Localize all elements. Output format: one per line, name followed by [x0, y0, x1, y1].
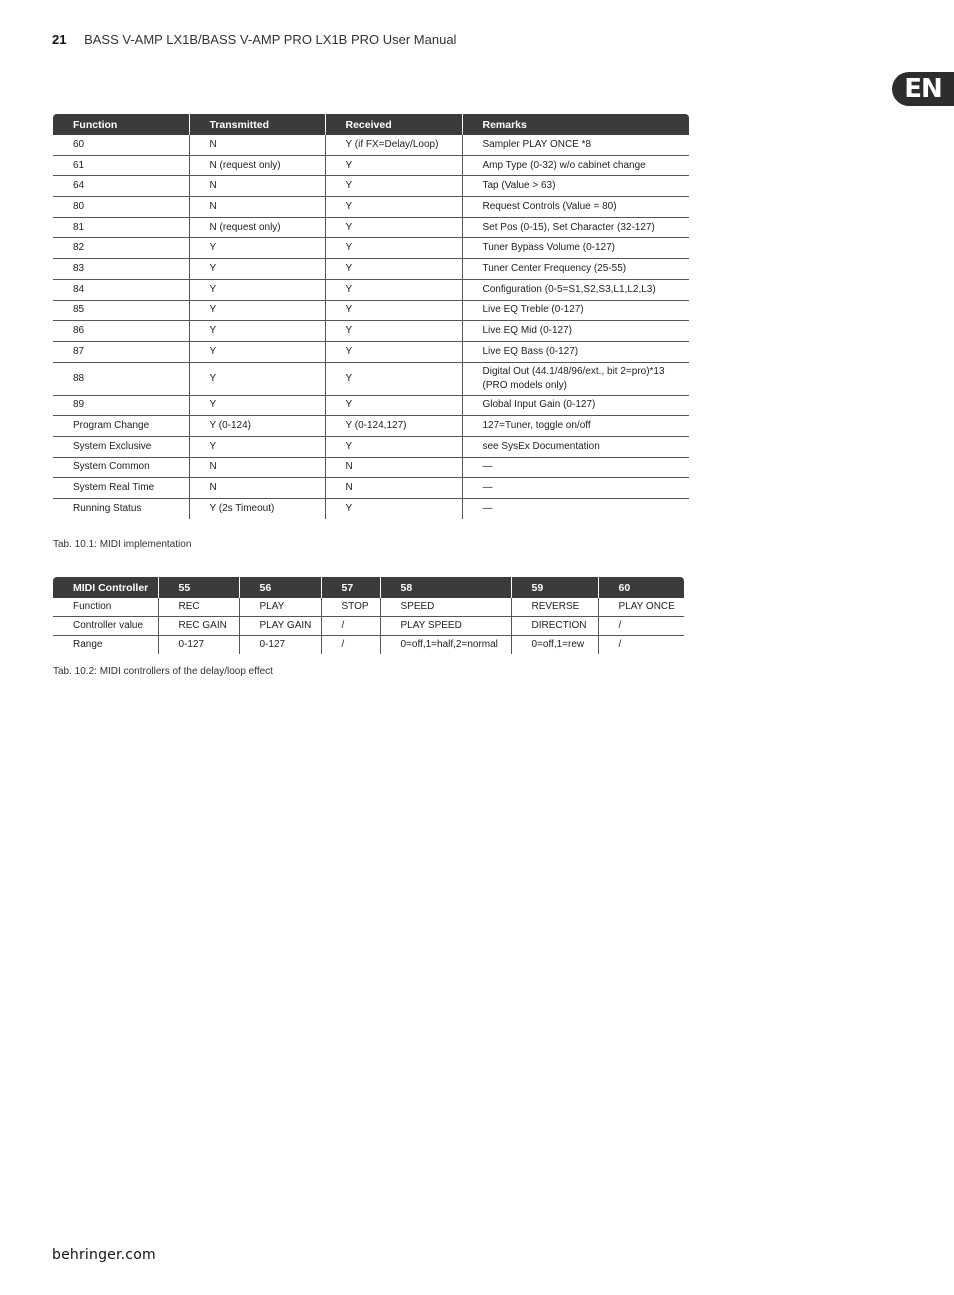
table-cell: Tuner Center Frequency (25-55)	[462, 259, 689, 280]
table-cell: Y	[325, 155, 462, 176]
table-row	[53, 636, 684, 655]
table-cell: Y	[325, 279, 462, 300]
table-cell: N	[189, 457, 325, 478]
table-cell: Y	[325, 395, 462, 416]
table-cell: 0-127	[158, 636, 239, 655]
table-cell: 81	[53, 217, 189, 238]
table-row	[53, 362, 689, 395]
table-cell: Configuration (0-5=S1,S2,S3,L1,L2,L3)	[462, 279, 689, 300]
table-cell: System Common	[53, 457, 189, 478]
table-cell: 0=off,1=half,2=normal	[380, 636, 511, 655]
page-header	[52, 32, 456, 47]
table-cell: 0=off,1=rew	[511, 636, 598, 655]
table-cell: Y	[189, 341, 325, 362]
behringer-logo: behringer.com	[52, 1247, 156, 1263]
table-cell: Tap (Value > 63)	[462, 176, 689, 197]
table-cell: Y	[189, 436, 325, 457]
table-row	[53, 155, 689, 176]
table-header-row	[53, 114, 689, 135]
table-cell: PLAY	[239, 598, 321, 617]
table-cell: Y (0-124,127)	[325, 416, 462, 437]
table-cell: Y	[325, 341, 462, 362]
page-number: 21	[52, 32, 67, 47]
table-cell: N	[325, 457, 462, 478]
table-row	[53, 617, 684, 636]
table-cell: REVERSE	[511, 598, 598, 617]
table-cell: Controller value	[53, 617, 158, 636]
table-cell: 84	[53, 279, 189, 300]
table-cell: 82	[53, 238, 189, 259]
table-cell: 85	[53, 300, 189, 321]
table-cell: /	[618, 639, 622, 650]
table-cell: Y	[325, 300, 462, 321]
column-header: 56	[239, 577, 321, 598]
table-cell: 61	[53, 155, 189, 176]
table-cell: Global Input Gain (0-127)	[462, 395, 689, 416]
table-cell: Y	[325, 259, 462, 280]
table-cell: Y	[189, 300, 325, 321]
table-row	[53, 416, 689, 437]
column-header: 55	[158, 577, 239, 598]
table-cell: Range	[53, 636, 158, 655]
table-cell: Y	[325, 238, 462, 259]
table-cell: Amp Type (0-32) w/o cabinet change	[462, 155, 689, 176]
table-cell: Y	[325, 321, 462, 342]
table-cell: Y	[325, 436, 462, 457]
table-row	[53, 457, 689, 478]
column-header: 58	[380, 577, 511, 598]
column-header: 57	[321, 577, 380, 598]
table-row	[53, 197, 689, 218]
table-cell: 0-127	[239, 636, 321, 655]
table-cell: Live EQ Bass (0-127)	[462, 341, 689, 362]
table-cell: Set Pos (0-15), Set Character (32-127)	[462, 217, 689, 238]
table-cell: 88	[53, 362, 189, 395]
midi-controller-table	[53, 577, 684, 654]
table-cell: System Real Time	[53, 478, 189, 499]
table-cell: PLAY SPEED	[380, 617, 511, 636]
table-cell: Live EQ Treble (0-127)	[462, 300, 689, 321]
table-cell: 64	[53, 176, 189, 197]
table-cell: —	[462, 457, 689, 478]
table-cell: N	[189, 197, 325, 218]
manual-title: BASS V-AMP LX1B/BASS V-AMP PRO LX1B PRO User Manual	[84, 32, 457, 47]
table-cell: N	[189, 478, 325, 499]
table1-caption: Tab. 10.1: MIDI implementation	[53, 539, 192, 550]
column-header: 59	[511, 577, 598, 598]
table-cell: 80	[53, 197, 189, 218]
table-row	[53, 321, 689, 342]
table-cell: REC GAIN	[158, 617, 239, 636]
table-cell: N	[189, 135, 325, 155]
table-row	[53, 300, 689, 321]
table-row	[53, 478, 689, 499]
table-cell: see SysEx Documentation	[462, 436, 689, 457]
table-cell: N	[189, 176, 325, 197]
table-cell: Y	[189, 238, 325, 259]
table-cell: DIRECTION	[511, 617, 598, 636]
language-tab: EN	[892, 72, 954, 106]
table-cell: PLAY ONCE	[598, 598, 684, 617]
table-cell: Y	[189, 362, 325, 395]
table-cell: Y	[325, 217, 462, 238]
table2-caption: Tab. 10.2: MIDI controllers of the delay/loop effect	[53, 666, 273, 677]
table-row	[53, 499, 689, 519]
table-cell: Y	[189, 395, 325, 416]
table-cell: —	[462, 478, 689, 499]
table-cell: Running Status	[53, 499, 189, 519]
column-header: Function	[53, 114, 189, 135]
table-cell: /	[321, 636, 380, 655]
table-row	[53, 436, 689, 457]
table-cell: Function	[53, 598, 158, 617]
table-cell: STOP	[321, 598, 380, 617]
table-cell: Y	[325, 362, 462, 395]
column-header: 60	[598, 577, 684, 598]
table-cell: 127=Tuner, toggle on/off	[462, 416, 689, 437]
table-cell: Y (0-124)	[189, 416, 325, 437]
table-cell: N (request only)	[189, 217, 325, 238]
table-cell: Tuner Bypass Volume (0-127)	[462, 238, 689, 259]
table-cell: Y	[189, 321, 325, 342]
table-cell: Program Change	[53, 416, 189, 437]
table-cell: 89	[53, 395, 189, 416]
column-header: Remarks	[462, 114, 689, 135]
table-cell: Y	[325, 176, 462, 197]
column-header: Received	[325, 114, 462, 135]
column-header: MIDI Controller	[53, 577, 158, 598]
table-cell: Y (2s Timeout)	[189, 499, 325, 519]
table-cell: REC	[158, 598, 239, 617]
table-cell: System Exclusive	[53, 436, 189, 457]
table-cell: N	[325, 478, 462, 499]
table-row	[53, 259, 689, 280]
column-header: Transmitted	[189, 114, 325, 135]
table-row	[53, 341, 689, 362]
table-cell: SPEED	[380, 598, 511, 617]
table-cell: Y (if FX=Delay/Loop)	[325, 135, 462, 155]
table-cell: Y	[189, 259, 325, 280]
table-cell: Live EQ Mid (0-127)	[462, 321, 689, 342]
table-cell: Request Controls (Value = 80)	[462, 197, 689, 218]
table-cell: Sampler PLAY ONCE *8	[462, 135, 689, 155]
table-row	[53, 238, 689, 259]
table-cell: N (request only)	[189, 155, 325, 176]
table-row	[53, 598, 684, 617]
table-row	[53, 135, 689, 155]
table-row	[53, 395, 689, 416]
table-cell: Y	[325, 197, 462, 218]
table-cell: 86	[53, 321, 189, 342]
table-row	[53, 176, 689, 197]
table-cell: 87	[53, 341, 189, 362]
table-cell: —	[482, 502, 493, 514]
table-cell: Digital Out (44.1/48/96/ext., bit 2=pro)*13 (PRO models only)	[462, 362, 689, 395]
table-header-row	[53, 577, 684, 598]
table-cell: PLAY GAIN	[239, 617, 321, 636]
table-cell: 83	[53, 259, 189, 280]
table-cell: Y	[189, 279, 325, 300]
midi-implementation-table	[53, 114, 689, 519]
table-row	[53, 279, 689, 300]
table-cell: Y	[325, 499, 462, 519]
table-cell: /	[598, 617, 684, 636]
table-row	[53, 217, 689, 238]
table-cell: /	[321, 617, 380, 636]
table-cell: 60	[53, 135, 189, 155]
